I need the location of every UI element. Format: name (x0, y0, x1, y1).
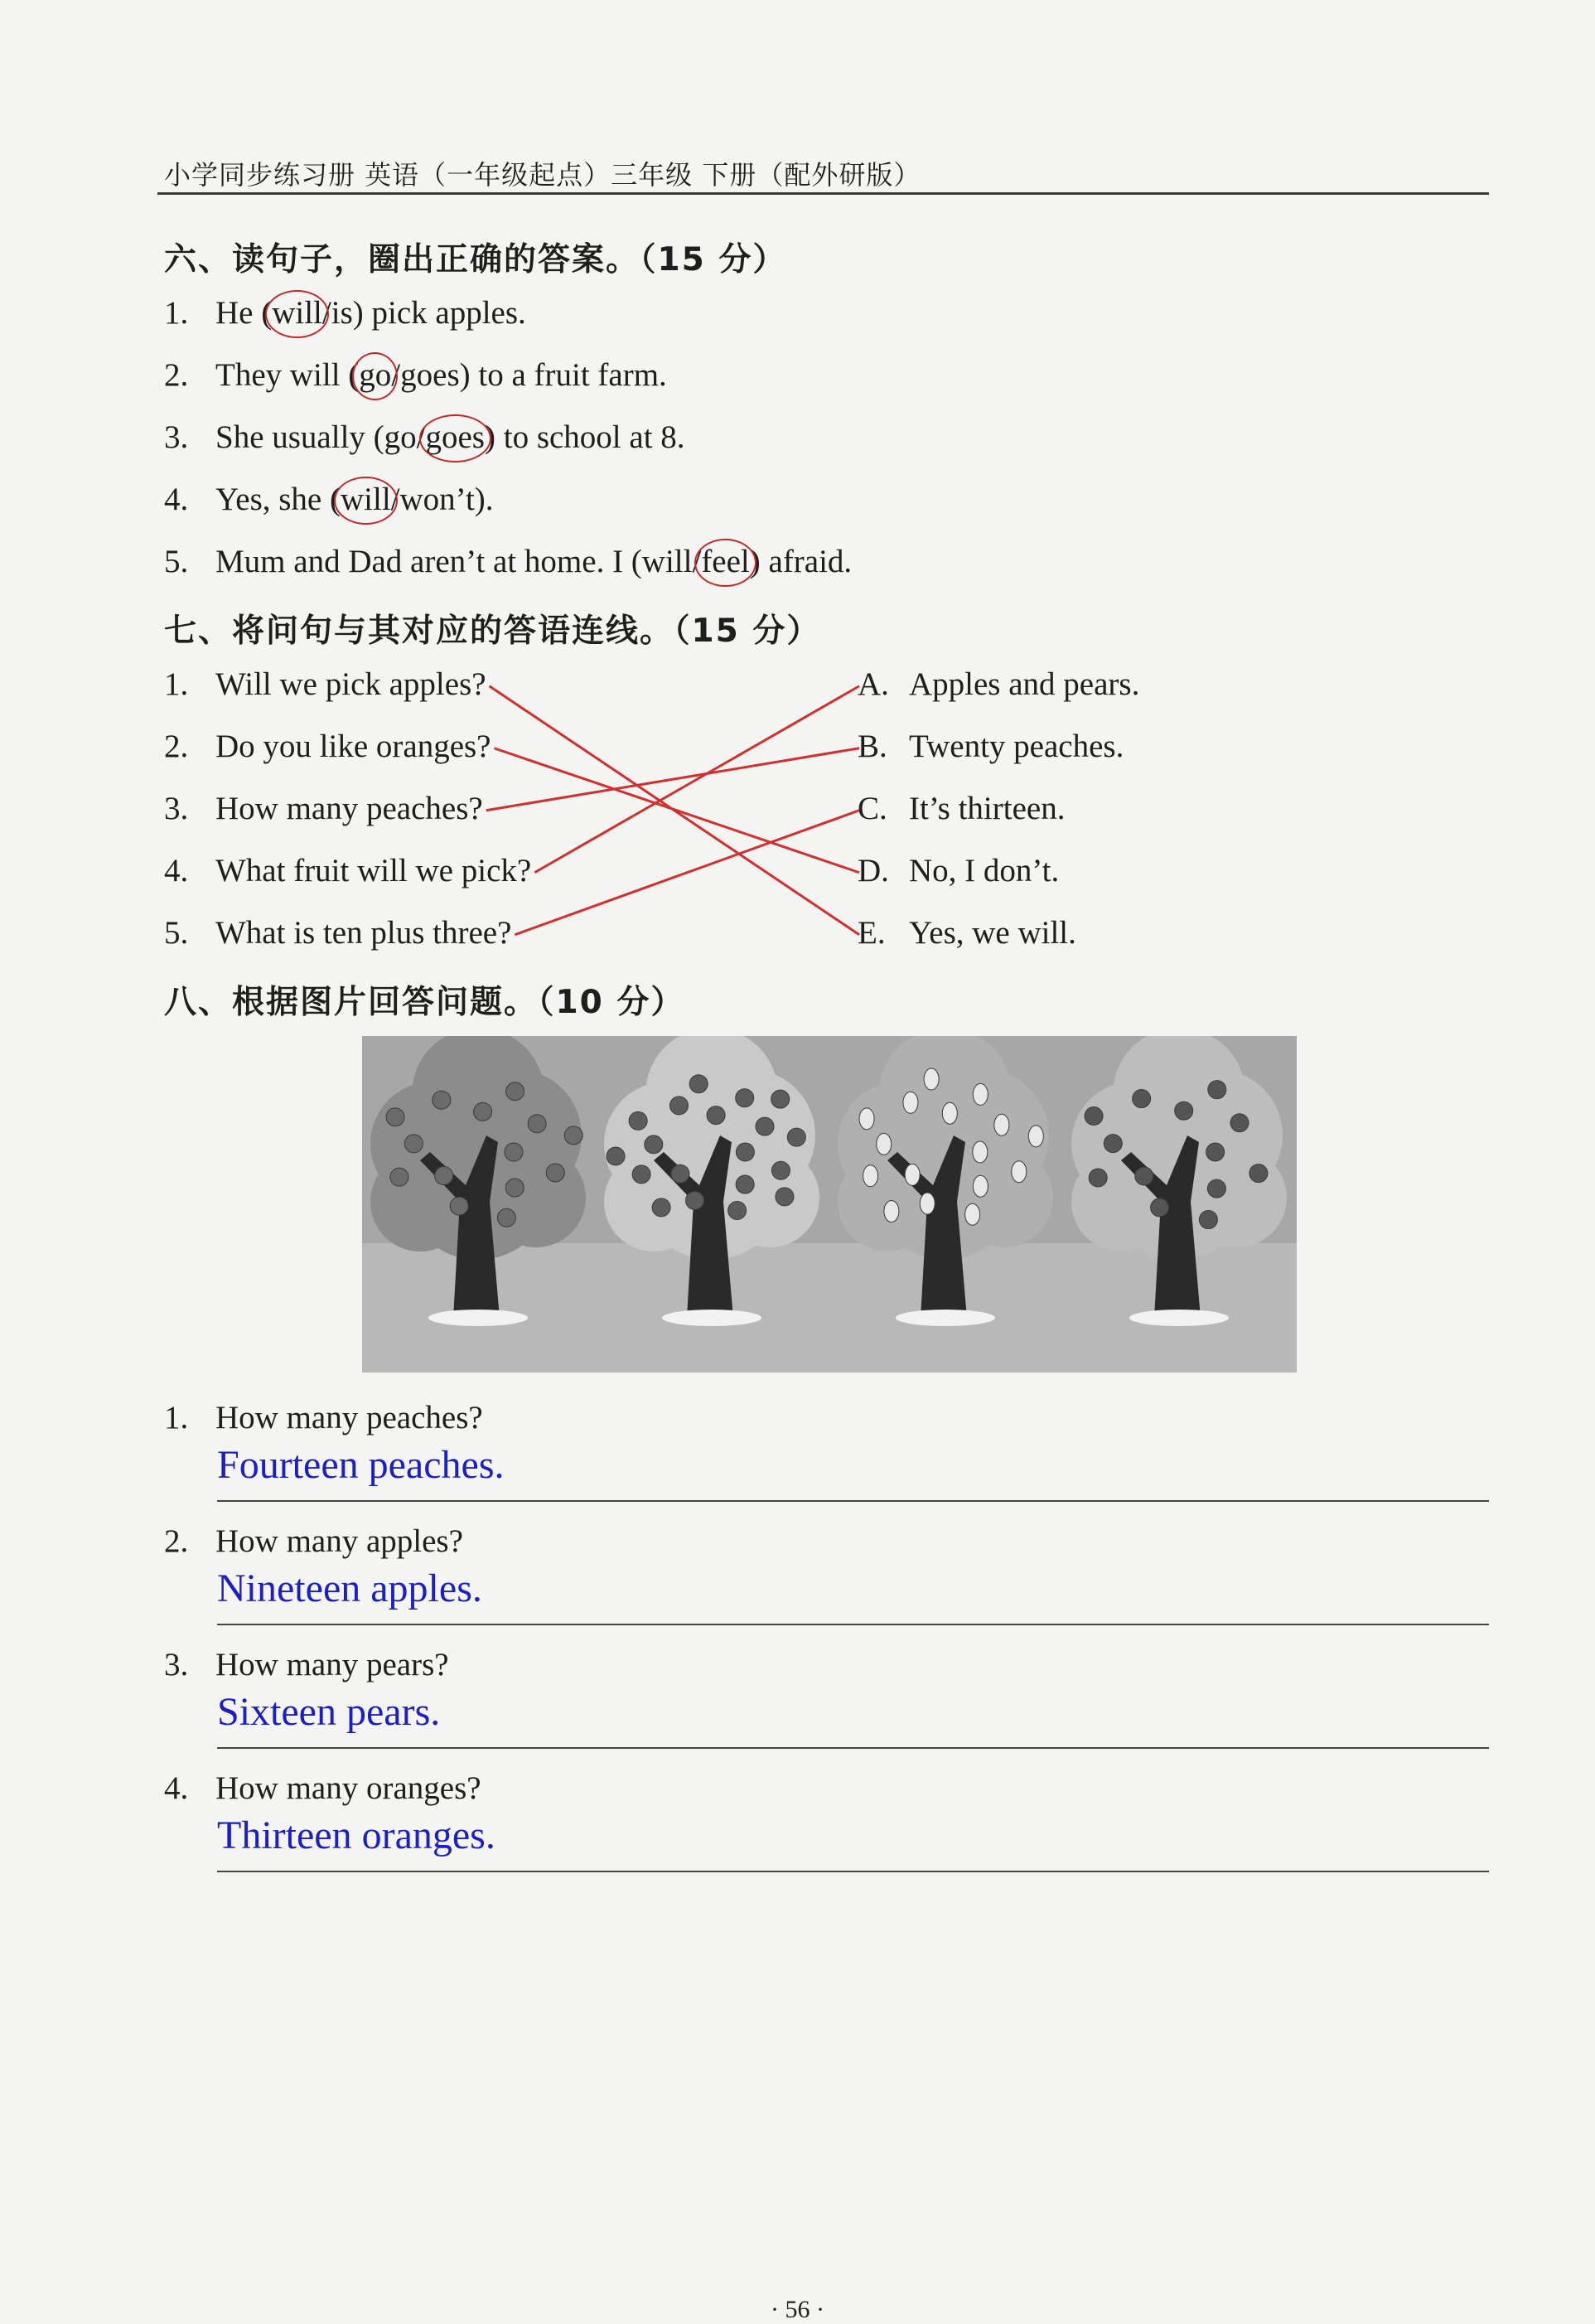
pear-fruit (903, 1092, 918, 1113)
apple-fruit (776, 1188, 794, 1206)
pear-fruit (863, 1165, 878, 1187)
sentence-text: ) afraid. (749, 544, 853, 579)
pear-fruit (924, 1068, 939, 1090)
pear-fruit (920, 1193, 935, 1214)
option-1: will (340, 482, 391, 517)
item-number: 3. (164, 419, 189, 455)
answer-letter: D. (858, 853, 889, 888)
picture-question (164, 1646, 449, 1683)
apple-fruit (686, 1191, 704, 1209)
item-number: 3. (164, 1647, 189, 1682)
sentence-text: Yes, she ( (215, 482, 341, 517)
peach-fruit (506, 1082, 524, 1101)
answer-text: No, I don’t. (909, 853, 1060, 888)
orange-fruit (1135, 1167, 1153, 1185)
trees-illustration (362, 1036, 1297, 1373)
section-6-title: 六、读句子，圈出正确的答案。（15 分） (164, 241, 787, 278)
question-text: Will we pick apples? (215, 666, 486, 702)
question-text: How many peaches? (215, 791, 483, 826)
item-number: 5. (164, 915, 189, 951)
written-answer: Thirteen oranges. (217, 1813, 495, 1857)
item-number: 5. (164, 544, 189, 579)
option-separator: / (692, 544, 702, 579)
option-separator: / (321, 295, 331, 331)
item-number: 1. (164, 1400, 189, 1436)
orange-fruit (1089, 1169, 1107, 1187)
pear-fruit (994, 1114, 1009, 1135)
picture-question (164, 1770, 481, 1807)
item-number: 2. (164, 357, 189, 393)
pear-fruit (973, 1083, 988, 1105)
match-line (486, 748, 859, 811)
peach-fruit (474, 1102, 492, 1121)
option-2: won’t (399, 482, 475, 517)
pear-fruit (859, 1108, 874, 1130)
answer-letter: E. (858, 915, 886, 951)
option-2: goes (400, 357, 460, 393)
peach-fruit (546, 1164, 564, 1182)
option-1: go (384, 419, 417, 455)
apple-fruit (669, 1097, 688, 1115)
question-text: How many oranges? (215, 1770, 481, 1806)
apple-fruit (736, 1089, 754, 1107)
option-separator: / (391, 357, 401, 393)
matching-lines (0, 0, 1595, 995)
option-separator: / (390, 482, 400, 517)
page-number: · 56 · (771, 2296, 824, 2323)
sentence-text: He ( (215, 295, 273, 331)
pear-fruit (942, 1102, 957, 1124)
apple-fruit (671, 1164, 689, 1183)
peach-fruit (386, 1108, 404, 1126)
item-number: 4. (164, 482, 189, 517)
item-number: 4. (164, 853, 189, 888)
peach-fruit (450, 1197, 468, 1215)
sentence-text: They will ( (215, 357, 360, 393)
answer-text: Twenty peaches. (909, 729, 1124, 764)
peach-fruit (390, 1168, 408, 1186)
peach-fruit (435, 1166, 453, 1184)
section-7-title: 七、将问句与其对应的答语连线。（15 分） (164, 612, 821, 650)
question-text: How many apples? (215, 1523, 463, 1559)
sentence-text: ). (474, 482, 494, 517)
peach-fruit (505, 1143, 523, 1161)
section-8-title: 八、根据图片回答问题。（10 分） (164, 984, 685, 1021)
answer-letter: C. (858, 791, 887, 826)
apple-fruit (771, 1090, 790, 1108)
option-separator: / (416, 419, 426, 455)
pear-fruit (884, 1200, 899, 1222)
option-1: will (641, 544, 693, 579)
apple-fruit (689, 1075, 708, 1093)
apple-fruit (607, 1147, 625, 1165)
option-1: go (359, 357, 392, 393)
sentence-text: ) to a fruit farm. (459, 357, 667, 393)
item-number: 3. (164, 791, 189, 826)
option-1: will (272, 295, 322, 331)
question-text: Do you like oranges? (215, 729, 491, 764)
apple-fruit (629, 1111, 647, 1130)
question-text: How many peaches? (215, 1400, 483, 1436)
answer-text: It’s thirteen. (909, 791, 1066, 826)
match-line (495, 748, 860, 873)
picture-question (164, 1399, 483, 1436)
pear-fruit (877, 1133, 892, 1155)
answer-line (217, 1500, 1489, 1502)
fruit-trees-picture (362, 1036, 1297, 1373)
option-2: is (331, 295, 353, 331)
peach-fruit (497, 1208, 515, 1227)
pear-fruit (973, 1141, 988, 1163)
orange-fruit (1175, 1101, 1193, 1120)
apple-fruit (771, 1161, 790, 1179)
apple-fruit (728, 1202, 747, 1220)
answer-letter: A. (858, 666, 889, 702)
sentence-text: ) to school at 8. (485, 419, 685, 455)
orange-fruit (1208, 1081, 1226, 1099)
peach-fruit (528, 1115, 546, 1133)
orange-fruit (1133, 1090, 1151, 1108)
orange-fruit (1249, 1164, 1268, 1183)
page-header: 小学同步练习册 英语（一年级起点）三年级 下册（配外研版） (164, 159, 921, 191)
pear-fruit (1028, 1126, 1043, 1147)
answer-text: Yes, we will. (909, 915, 1076, 951)
pear-fruit (973, 1175, 988, 1197)
item-number: 2. (164, 1523, 189, 1559)
written-answer: Nineteen apples. (217, 1566, 482, 1610)
peach-fruit (564, 1126, 582, 1145)
apple-fruit (736, 1175, 754, 1193)
orange-fruit (1207, 1179, 1225, 1198)
peach-fruit (433, 1091, 451, 1109)
apple-fruit (756, 1117, 774, 1135)
answer-line (217, 1747, 1489, 1749)
item-number: 1. (164, 295, 189, 331)
apple-fruit (632, 1165, 650, 1184)
sentence-text: Mum and Dad aren’t at home. I ( (215, 544, 642, 579)
question-text: What fruit will we pick? (215, 853, 532, 888)
answer-line (217, 1624, 1489, 1625)
orange-fruit (1230, 1114, 1249, 1132)
pear-fruit (965, 1203, 980, 1225)
pear-fruit (905, 1164, 920, 1185)
sentence-text: She usually ( (215, 419, 384, 455)
question-text: What is ten plus three? (215, 915, 512, 951)
written-answer: Sixteen pears. (217, 1690, 441, 1734)
question-text: How many pears? (215, 1647, 449, 1682)
orange-fruit (1206, 1143, 1225, 1161)
apple-fruit (736, 1143, 754, 1161)
apple-fruit (652, 1198, 670, 1217)
peach-fruit (505, 1179, 524, 1197)
option-2: goes (425, 419, 485, 455)
option-2: feel (701, 544, 750, 579)
orange-fruit (1199, 1211, 1217, 1229)
item-number: 1. (164, 666, 189, 702)
picture-question (164, 1523, 463, 1560)
peach-fruit (404, 1135, 423, 1153)
pear-fruit (1012, 1161, 1027, 1183)
apple-fruit (707, 1106, 725, 1125)
orange-fruit (1151, 1198, 1169, 1217)
orange-fruit (1085, 1106, 1103, 1125)
answer-text: Apples and pears. (909, 666, 1140, 702)
apple-fruit (787, 1128, 805, 1146)
sentence-text: ) pick apples. (352, 295, 526, 331)
apple-fruit (645, 1135, 663, 1154)
item-number: 2. (164, 729, 189, 764)
orange-fruit (1104, 1135, 1122, 1153)
match-line (515, 811, 859, 935)
answer-letter: B. (858, 729, 887, 764)
item-number: 4. (164, 1770, 189, 1806)
written-answer: Fourteen peaches. (217, 1443, 505, 1487)
answer-line (217, 1871, 1489, 1872)
